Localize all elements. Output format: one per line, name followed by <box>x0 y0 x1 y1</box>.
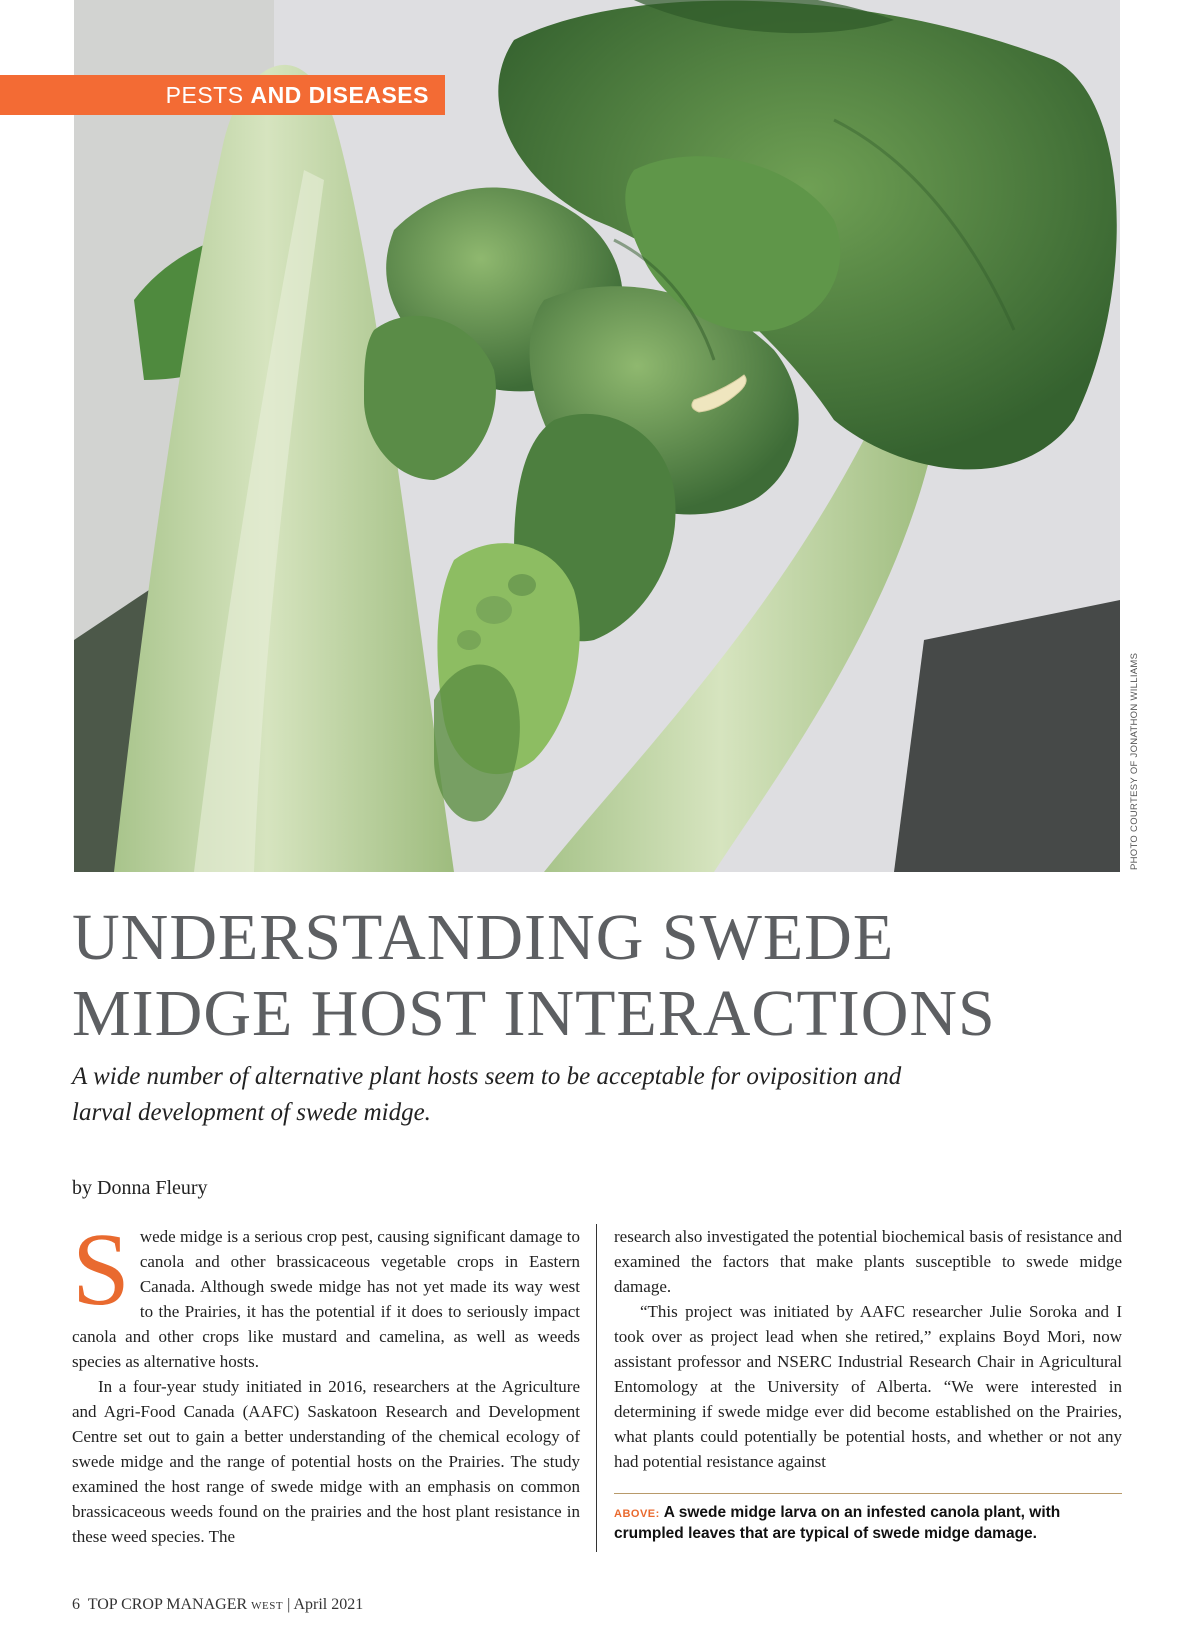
section-tag-light: PESTS <box>165 82 251 108</box>
body-column-left <box>72 1212 580 1549</box>
folio <box>72 1596 363 1614</box>
photo-credit: PHOTO COURTESY OF JONATHON WILLIAMS <box>1129 652 1140 870</box>
body-paragraph-1 <box>72 1212 580 1374</box>
photo-caption <box>614 1503 1122 1544</box>
folio-separator: | <box>287 1596 291 1613</box>
hero-photo <box>74 0 1120 872</box>
caption-rule <box>614 1493 1122 1494</box>
body-column-right <box>614 1224 1122 1474</box>
magazine-name: TOP CROP MANAGER <box>87 1596 248 1613</box>
caption-text: A swede midge larva on an infested canola plant, with crumpled leaves that are typical of swede midge damage. <box>614 1504 1061 1542</box>
magazine-edition: WEST <box>251 1600 284 1612</box>
column-divider <box>596 1224 597 1552</box>
body-paragraph-1-text: wede midge is a serious crop pest, causing significant damage to canola and other brassicaceous vegetable crops in Eastern Canada. Although swede midge has not yet made its way west to the Prairies, it has the potential if it does to seriously impact canola and other crops like mustard and camelina, as well as weeds species as alternative hosts. <box>72 1227 580 1371</box>
byline: by Donna Fleury <box>72 1177 208 1199</box>
canola-plant-illustration <box>74 0 1120 872</box>
body-paragraph-2: In a four-year study initiated in 2016, researchers at the Agriculture and Agri-Food Canada (AAFC) Saskatoon Research and Development Centre set out to gain a better understanding of the chemical ecology of swede midge and the range of potential hosts on the Prairies. The study examined the host range of swede midge with an emphasis on common brassicaceous weeds found on the prairies and the host plant resistance in these weed species. The <box>72 1377 580 1546</box>
section-tag-bold: AND DISEASES <box>250 82 429 108</box>
body-paragraph-4: “This project was initiated by AAFC researcher Julie Soroka and I took over as project lead when she retired,” explains Boyd Mori, now assistant professor and NSERC Industrial Research Chair in Agricultural Entomology at the University of Alberta. “We were interested in determining if swede midge ever did become established on the Prairies, what plants could potentially be potential hosts, and whether or not any had potential resistance against <box>614 1302 1122 1471</box>
caption-label: ABOVE: <box>614 1508 660 1520</box>
page-number: 6 <box>72 1596 80 1613</box>
dek: A wide number of alternative plant hosts seem to be acceptable for oviposition and larval development of swede midge. <box>72 1063 902 1126</box>
drop-cap: S <box>72 1212 130 1327</box>
body-paragraph-3: research also investigated the potential biochemical basis of resistance and examined the factors that make plants susceptible to swede midge damage. <box>614 1227 1122 1296</box>
issue-date: April 2021 <box>293 1596 364 1613</box>
headline: UNDERSTANDING SWEDE MIDGE HOST INTERACTIONS <box>72 901 996 1050</box>
section-tag <box>0 75 445 115</box>
